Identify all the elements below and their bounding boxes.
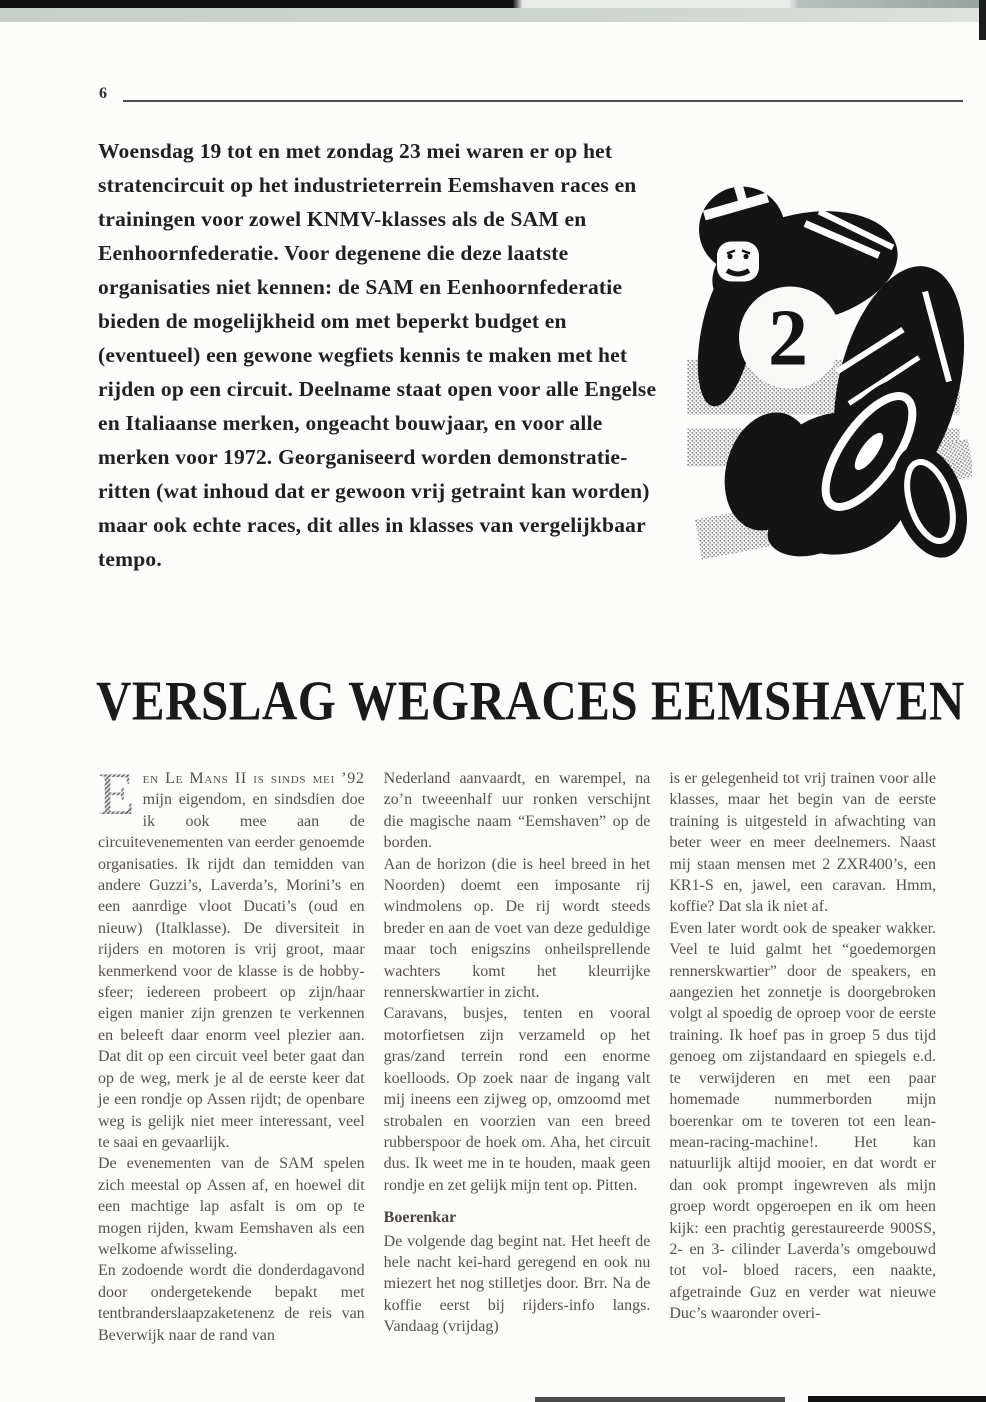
scan-edge-right	[979, 0, 986, 40]
motorcycle-racer-illustration	[687, 170, 972, 588]
page-number: 6	[99, 85, 107, 102]
scan-band-top	[0, 8, 986, 22]
paragraph	[98, 761, 365, 1153]
article-body	[98, 761, 937, 1346]
plate-number: 2	[768, 294, 808, 383]
motorcycle-racer-graphic	[687, 170, 972, 588]
scan-edge-top	[0, 0, 986, 8]
number-plate	[739, 287, 841, 389]
article-headline: VERSLAG WEGRACES EEMSHAVEN	[96, 669, 965, 732]
paragraph: De evenementen van de SAM spelen zich meestal op Assen af, en hoewel dit een machtige lap asfalt is om op te mogen rijden, kwam Eemshaven als een welkome afwisseling.	[98, 1155, 365, 1258]
paragraph: De volgende dag begint nat. Het heeft de hele nacht kei-hard geregend en ook nu miezert het nog stilletjes door. Brr. Na de koffie eerst bij rijders-info langs. Vandaag (vrijdag)	[383, 1232, 651, 1336]
subhead-boerenkar: Boerenkar	[383, 1209, 457, 1227]
body-column-3	[669, 768, 936, 1346]
scan-edge-bottom-left	[535, 1397, 785, 1402]
paragraph: is er gelegenheid tot vrij trainen voor alle klasses, maar het begin van de eerste training is uitgesteld in afwachting van beter weer en meer deelnemers. Naast mij staan mensen met 2 ZXR400’s, een KR1-S en, jawel, een caravan. Hmm, koffie? Dat sla ik niet af.	[669, 770, 937, 916]
paragraph-text: mijn eigendom, en sindsdien doe ik ook mee aan de circuitevenementen van eerder genoemde organisaties. Ik rijdt dan temidden van andere Guzzi’s, Laverda’s, Morini’s en een aanrdige vloot Ducati’s (oud en nieuw) (Italklasse). De diversiteit in rijders en motoren is vrij groot, maar kenmerkend voor de klasse is de hobby-sfeer; iedereen probeert op zijn/haar eigen manier zijn grenzen te verkennen en beleeft daar enorm veel plezier aan. Dat dit op een circuit veel beter gaat dan op de weg, merk je al de eerste keer dat je een rondje op Assen rijdt; de openbare weg is gelijk niet meer interessant, veel te saai en gevaarlijk.	[98, 791, 365, 1151]
lead-smallcaps: en Le Mans II is sinds mei ’92	[142, 770, 365, 787]
rider-face	[717, 242, 759, 282]
drop-cap: E	[98, 768, 143, 817]
paragraph: Aan de horizon (die is heel breed in het Noorden) doemt een imposante rij windmolens op. De rij wordt steeds breder en aan de voet van deze geduldige maar toch enigszins onheilsprellende wachters komt het kleurrijke rennerskwartier in zicht.	[383, 855, 651, 1002]
body-column-2	[384, 768, 651, 1346]
paragraph: Nederland aanvaardt, en warempel, na zo’n tweeenhalf uur ronken verschijnt die magische naam “Eemshaven” op de borden.	[383, 770, 651, 852]
paragraph: En zodoende wordt die donderdagavond door ondergetekende bepakt met tentbranderslaapzaketenenz de reis van Beverwijk naar de rand van	[98, 1262, 365, 1344]
paragraph: Even later wordt ook de speaker wakker. Veel te luid galmt het “goedemorgen rennerskwartier” door de speakers, en aangezien het zonnetje is doorgebroken volgt al spoedig de oproep voor de eerste training. Ik hoef pas in groep 5 dus tijd genoeg om zijstandaard en spiegels e.d. te verwijderen en met een paar homemade nummerborden mijn boerenkar om te toveren tot een lean-mean-racing-machine!. Het kan natuurlijk altijd mooier, en dat wordt er dan ook prompt ingewreven als mijn groep wordt opgeroepen en ik om heen kijk: een prachtig gerestaureerde 900SS, 2- en 3- cilinder Laverda’s omgebouwd tot vol- bloed racers, een naakte, afgetrainde Guz en verder wat nieuwe Duc’s waaronder overi-	[669, 919, 937, 1323]
intro-paragraph: Woensdag 19 tot en met zondag 23 mei waren er op het stratencircuit op het industrieterrein Eemshaven races en trainingen voor zowel KNMV-klasses als de SAM en Eenhoornfederatie. Voor degenene die deze laatste organisaties niet kennen: de SAM en Eenhoornfederatie bieden de mogelijkheid om met beperkt budget en (eventueel) een gewone wegfiets kennis te maken met het rijden op een circuit. Deelname staat open voor alle Engelse en Italiaanse merken, ongeacht bouwjaar, en voor alle merken voor 1972. Georganiseerd worden demonstratie-ritten (wat inhoud dat er gewoon vrij getraint kan worden) maar ook echte races, dit alles in klasses van vergelijkbaar tempo.	[98, 139, 657, 571]
paragraph: Caravans, busjes, tenten en vooral motorfietsen zijn verzameld op het gras/zand terrein rond een enorme koelloods. Op zoek naar de ingang valt mij ineens een zijweg op, omzoomd met strobalen en voorzien van een breed rubberspoor de hoek om. Aha, het circuit dus. Ik weet me in te houden, maak geen rondje en zet gelijk mijn tent op. Pitten.	[383, 1005, 651, 1194]
body-column-1	[98, 761, 365, 1346]
header-rule	[123, 100, 963, 102]
scan-edge-bottom-right	[808, 1396, 986, 1402]
